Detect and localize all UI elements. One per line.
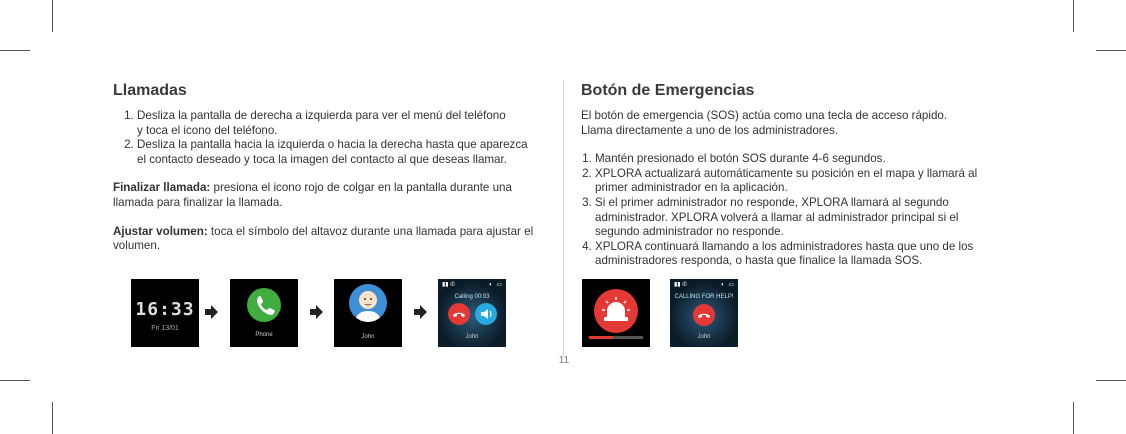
list-item: 4. XPLORA continuará llamando a los administradores hasta que uno de los administradores responda, o hasta que finalice la llamada SOS. [595,240,1001,269]
calls-section [113,80,543,254]
list-item: 1. Desliza la pantalla de derecha a izquierda para ver el menú del teléfono y toca el icono del teléfono. [137,109,543,138]
clock-time: 16:33 [135,299,195,320]
clock-screen [131,279,199,347]
sos-calling-screen [670,279,738,347]
column-divider [563,80,564,356]
emergency-title: Botón de Emergencias [581,82,755,99]
phone-app-icon[interactable] [247,288,281,322]
sos-calling-text: CALLING FOR HELP! [674,294,734,300]
crop-mark [1096,380,1126,381]
sos-button[interactable] [591,287,641,337]
emergency-intro: El botón de emergencia (SOS) actúa como una tecla de acceso rápido. Llama directamente a uno de los administradores. [581,109,948,137]
signal-icon: ▮▮ ✆ [442,282,456,288]
crop-mark [0,50,30,51]
crop-mark [1073,402,1074,434]
sos-progress-bar [589,336,643,339]
caller-name: John [465,334,479,340]
sos-progress-fill [589,336,613,339]
volume-paragraph: Ajustar volumen: toca el símbolo del altavoz durante una llamada para ajustar el volumen. [113,224,534,253]
sos-screen [582,279,650,347]
signal-icon: ▮▮ ✆ [674,282,688,288]
phone-app-label: Phone [255,332,273,338]
emergency-steps [581,152,1001,269]
arrow-right-icon [413,305,427,319]
crop-mark [52,0,53,32]
crop-mark [1073,0,1074,32]
contact-screen [334,279,402,347]
sos-contact-name: John [697,334,711,340]
list-item: 2. Desliza la pantalla hacia la izquierda o hacia la derecha hasta que aparezca el contacto deseado y toca la imagen del contacto al que deseas llamar. [137,138,543,167]
battery-icon: ◐ ▭ [489,282,503,288]
emergency-section [581,80,1001,269]
page-number: 11 [558,355,570,366]
list-item: 1. Mantén presionado el botón SOS durante 4-6 segundos. [595,152,1001,167]
calls-steps [113,109,543,167]
crop-mark [52,402,53,434]
calls-title: Llamadas [113,82,187,99]
contact-name: John [361,334,375,340]
hangup-button[interactable] [448,303,470,325]
in-call-screen [438,279,506,347]
phone-menu-screen [230,279,298,347]
arrow-right-icon [309,305,323,319]
battery-icon: ◐ ▭ [721,282,735,288]
list-item: 2. XPLORA actualizará automáticamente su posición en el mapa y llamará al primer administrador en la aplicación. [595,167,1001,196]
crop-mark [1096,50,1126,51]
sos-hangup-button[interactable] [693,304,715,326]
speaker-button[interactable] [475,303,497,325]
crop-mark [0,380,30,381]
call-timer: Calling 00:03 [454,294,490,300]
hangup-paragraph: Finalizar llamada: presiona el icono rojo de colgar en la pantalla durante una llamada para finalizar la llamada. [113,181,512,209]
clock-date: Fri 13/01 [151,325,179,332]
contact-avatar[interactable] [349,284,387,322]
arrow-right-icon [204,305,218,319]
list-item: 3. Si el primer administrador no responde, XPLORA llamará al segundo administrador. XPLORA volverá a llamar al administrador principal si el segundo administrador no responde. [595,196,1001,240]
